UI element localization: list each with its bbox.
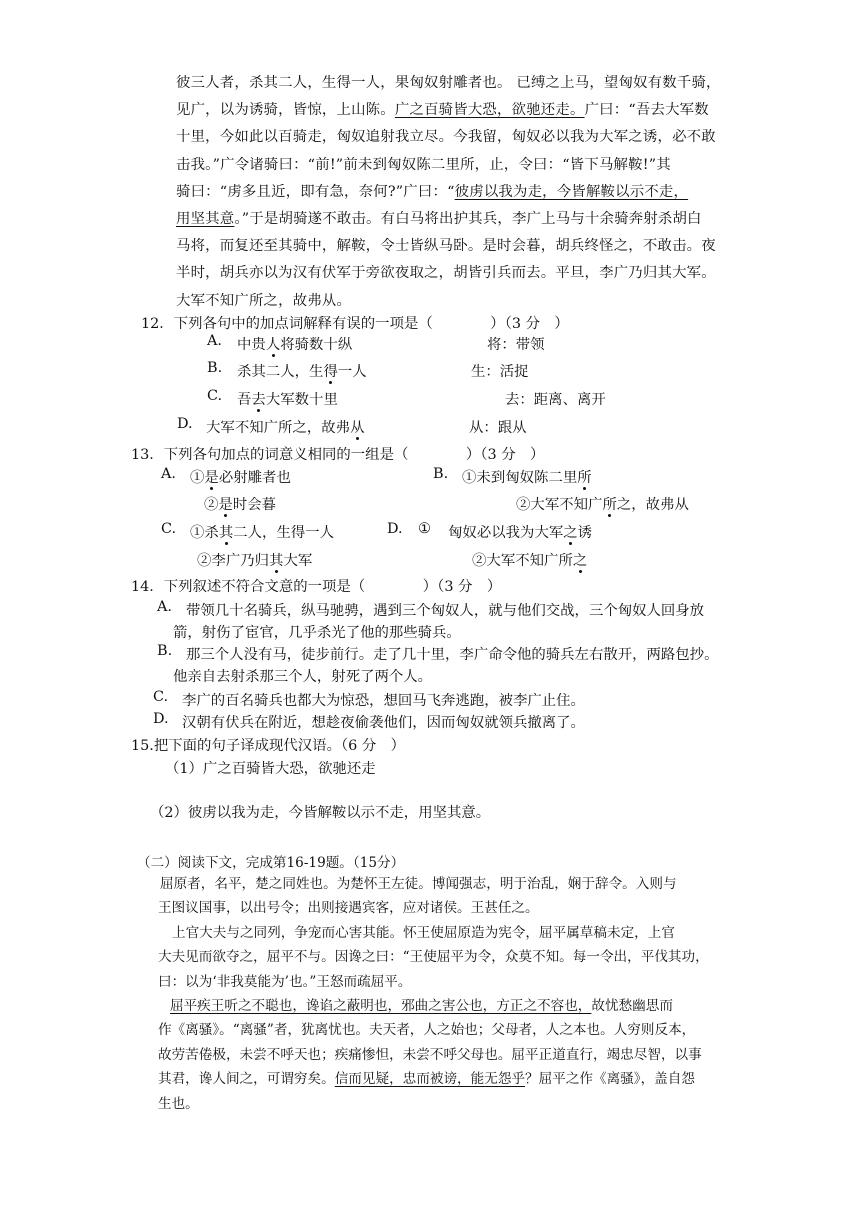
underlined-sentence: 彼虏以我为走，今皆解鞍以示不走， xyxy=(454,183,689,200)
passage-2-line xyxy=(158,1018,709,1042)
q12-option-a-label: A. xyxy=(207,333,222,349)
passage-2-line xyxy=(158,1043,709,1067)
question-14-stem: 14．下列叙述不符合文意的一项是（ ）（3 分 ） xyxy=(131,579,502,595)
passage-2-line xyxy=(158,872,709,896)
underlined-sentence: 广之百骑皆大恐，欲驰还走。 xyxy=(394,102,585,119)
underlined-sentence: 用坚其意 xyxy=(176,211,235,228)
passage-2-line xyxy=(158,921,709,945)
q13-option-c-1: ①杀其二人，生得一人 xyxy=(190,525,335,541)
text-segment: 十里，今如此以百骑走，匈奴追射我立尽。今我留，匈奴必以我为大军之诱，必不敢 xyxy=(176,129,716,146)
q13-option-c-label: C. xyxy=(161,521,177,537)
text-segment: 击我。”广令诸骑曰：“前!”前未到匈奴陈二里所，止，令曰：“皆下马解鞍!”其 xyxy=(176,156,671,173)
q12-option-d-label: D. xyxy=(177,416,193,432)
passage-1-line xyxy=(176,288,721,315)
q15-item-1: （1）广之百骑皆大恐，欲驰还走 xyxy=(165,761,376,777)
q13-option-d-2: ②大军不知广所之 xyxy=(472,553,588,569)
text-segment: 见广，以为诱骑，皆惊，上山陈。 xyxy=(176,102,395,119)
emphasis-dot-char: 之 xyxy=(572,553,588,569)
q14-option-b-line-2: 他亲自去射杀那三个人，射死了两个人。 xyxy=(173,669,433,685)
passage-1-line xyxy=(176,70,721,97)
emphasis-dot-char: 其 xyxy=(218,525,234,541)
underlined-sentence: 屈平疾王听之不聪也，谗谄之蔽明也，邪曲之害公也，方正之不容也， xyxy=(170,998,592,1015)
text-segment: 彼三人者，杀其二人，生得一人，果匈奴射雕者也。 已缚之上马，望匈奴有数千骑， xyxy=(176,75,721,91)
question-15-stem: 15.把下面的句子译成现代汉语。（6 分 ） xyxy=(131,738,406,754)
emphasis-dot-char: 其 xyxy=(269,553,284,569)
passage-1-line xyxy=(176,233,721,260)
q13-option-b-2: ②大军不知广所之，故弗从 xyxy=(516,497,689,513)
text-segment: 故劳苦倦极，未尝不呼天也；疾痛惨怛，未尝不呼父母也。屈平正道直行，竭忠尽智，以事 xyxy=(158,1046,702,1063)
q13-option-c-2: ②李广乃归其大军 xyxy=(197,553,313,569)
q12-option-d-sentence: 大军不知广所之，故弗从 xyxy=(206,420,365,436)
q12-option-b-sentence: 杀其二人，生得一人 xyxy=(237,364,367,380)
emphasis-dot-char: 是 xyxy=(218,497,233,513)
text-segment: 大军不知广所之，故弗从。 xyxy=(176,292,352,309)
q12-option-d-gloss: 从：跟从 xyxy=(469,420,527,436)
emphasis-dot-char: 所 xyxy=(602,497,617,513)
text-segment: 其君，谗人间之，可谓穷矣。 xyxy=(158,1071,335,1088)
passage-2-line xyxy=(158,1067,709,1091)
underlined-sentence: 信而见疑，忠而被谤，能无怨乎 xyxy=(334,1071,526,1088)
q12-option-b-gloss: 生：活捉 xyxy=(471,364,529,380)
text-segment: 上官大夫与之同列，争宠而心害其能。怀王使屈原造为宪令，屈平属草稿未定，上官 xyxy=(172,924,675,941)
text-segment: 。”于是胡骑遂不敢击。有白马将出护其兵，李广上马与十余骑奔射杀胡白 xyxy=(234,211,702,228)
passage-1 xyxy=(176,70,721,315)
text-segment: 大夫见而欲夺之，屈平不与。因谗之曰：“王使屈平为令，众莫不知。每一令出，平伐其功， xyxy=(158,949,709,966)
section-2-heading: （二）阅读下文，完成第16-19题。（15分） xyxy=(137,855,405,871)
question-12-stem: 12．下列各句中的加点词解释有误的一项是（ ）（3 分 ） xyxy=(141,316,569,332)
q13-option-a-2: ②是时会暮 xyxy=(204,497,277,513)
q13-option-d-1: 匈奴必以我为大军之诱 xyxy=(448,525,593,541)
passage-2-line xyxy=(158,896,709,920)
text-segment: 王图议国事，以出号令；出则接遇宾客，应对诸侯。王甚任之。 xyxy=(158,900,539,917)
q13-option-d-label: D. xyxy=(387,521,403,537)
q14-option-c-label: C. xyxy=(153,689,169,705)
text-segment: 作《离骚》。“离骚”者，犹离忧也。夫天者，人之始也；父母者，人之本也。人穷则反本， xyxy=(158,1022,696,1039)
passage-2-line xyxy=(158,970,709,994)
passage-2-line xyxy=(158,1092,709,1116)
emphasis-dot-char: 之 xyxy=(563,525,578,541)
q13-option-a-label: A. xyxy=(161,466,176,482)
emphasis-dot-char: 人 xyxy=(265,337,281,353)
text-segment: 生也。 xyxy=(158,1095,199,1112)
passage-2-line xyxy=(158,945,709,969)
passage-1-line xyxy=(176,152,721,179)
passage-1-line xyxy=(176,206,721,233)
text-segment: 骑曰：“虏多且近，即有急，奈何?”广曰：“ xyxy=(176,183,455,200)
emphasis-dot-char: 去 xyxy=(251,392,266,408)
q12-option-a-sentence: 中贵人将骑数十纵 xyxy=(237,337,353,353)
q14-option-b-line-1: 那三个人没有马，徒步前行。走了几十里，李广命令他的骑兵左右散开，两路包抄。 xyxy=(186,647,719,663)
text-segment: ？屈平之作《离骚》，盖自怨 xyxy=(525,1071,695,1088)
q12-option-c-sentence: 吾去大军数十里 xyxy=(237,392,338,408)
text-segment: 马将，而复还至其骑中，解鞍，令士皆纵马卧。是时会暮，胡兵终怪之，不敢击。夜 xyxy=(176,238,716,255)
passage-2 xyxy=(158,872,709,1116)
q14-option-d-text: 汉朝有伏兵在附近，想趁夜偷袭他们，因而匈奴就领兵撤离了。 xyxy=(182,715,585,731)
q13-option-d-1-number: ① xyxy=(418,521,431,537)
passage-1-line xyxy=(176,179,721,206)
q14-option-d-label: D. xyxy=(153,711,169,727)
q15-item-2: （2）彼虏以我为走，今皆解鞍以示不走，用坚其意。 xyxy=(150,805,491,821)
passage-2-line xyxy=(158,994,709,1018)
q14-option-a-line-1: 带领几十名骑兵，纵马驰骋，遇到三个匈奴人，就与他们交战，三个匈奴人回身放 xyxy=(186,603,705,619)
q13-option-b-1: ①未到匈奴陈二里所 xyxy=(462,470,592,486)
q12-option-a-gloss: 将：带领 xyxy=(487,337,545,353)
emphasis-dot-char: 是 xyxy=(204,470,219,486)
text-segment: 屈原者，名平，楚之同姓也。为楚怀王左徒。博闻强志，明于治乱，娴于辞令。入则与 xyxy=(160,876,677,892)
passage-1-line xyxy=(176,124,721,151)
emphasis-dot-char: 所 xyxy=(577,470,592,486)
question-13-stem: 13．下列各句加点的词意义相同的一组是（ ）（3 分 ） xyxy=(131,447,545,463)
text-segment: 广曰：“吾去大军数 xyxy=(584,102,709,119)
passage-1-line xyxy=(176,97,721,124)
q12-option-c-gloss: 去：距离、离开 xyxy=(505,392,606,408)
q14-option-a-line-2: 箭，射伤了宦官，几乎杀光了他的那些骑兵。 xyxy=(173,625,461,641)
emphasis-dot-char: 从 xyxy=(350,420,365,436)
q12-option-b-label: B. xyxy=(207,360,223,376)
q14-option-a-label: A. xyxy=(157,599,172,615)
q13-option-b-label: B. xyxy=(433,466,449,482)
emphasis-dot-char: 得 xyxy=(323,364,338,380)
passage-1-line xyxy=(176,260,721,287)
q14-option-c-text: 李广的百名骑兵也都大为惊恐，想回马飞奔逃跑，被李广止住。 xyxy=(182,693,585,709)
q13-option-a-1: ①是必射雕者也 xyxy=(190,470,291,486)
q12-option-c-label: C. xyxy=(207,388,223,404)
text-segment: 半时，胡兵亦以为汉有伏军于旁欲夜取之，胡皆引兵而去。平旦，李广乃归其大军。 xyxy=(176,265,716,282)
text-segment: 故忧愁幽思而 xyxy=(591,998,673,1015)
q14-option-b-label: B. xyxy=(157,643,173,659)
text-segment: 曰：以为‘非我莫能为’也。”王怒而疏屈平。 xyxy=(158,973,412,990)
